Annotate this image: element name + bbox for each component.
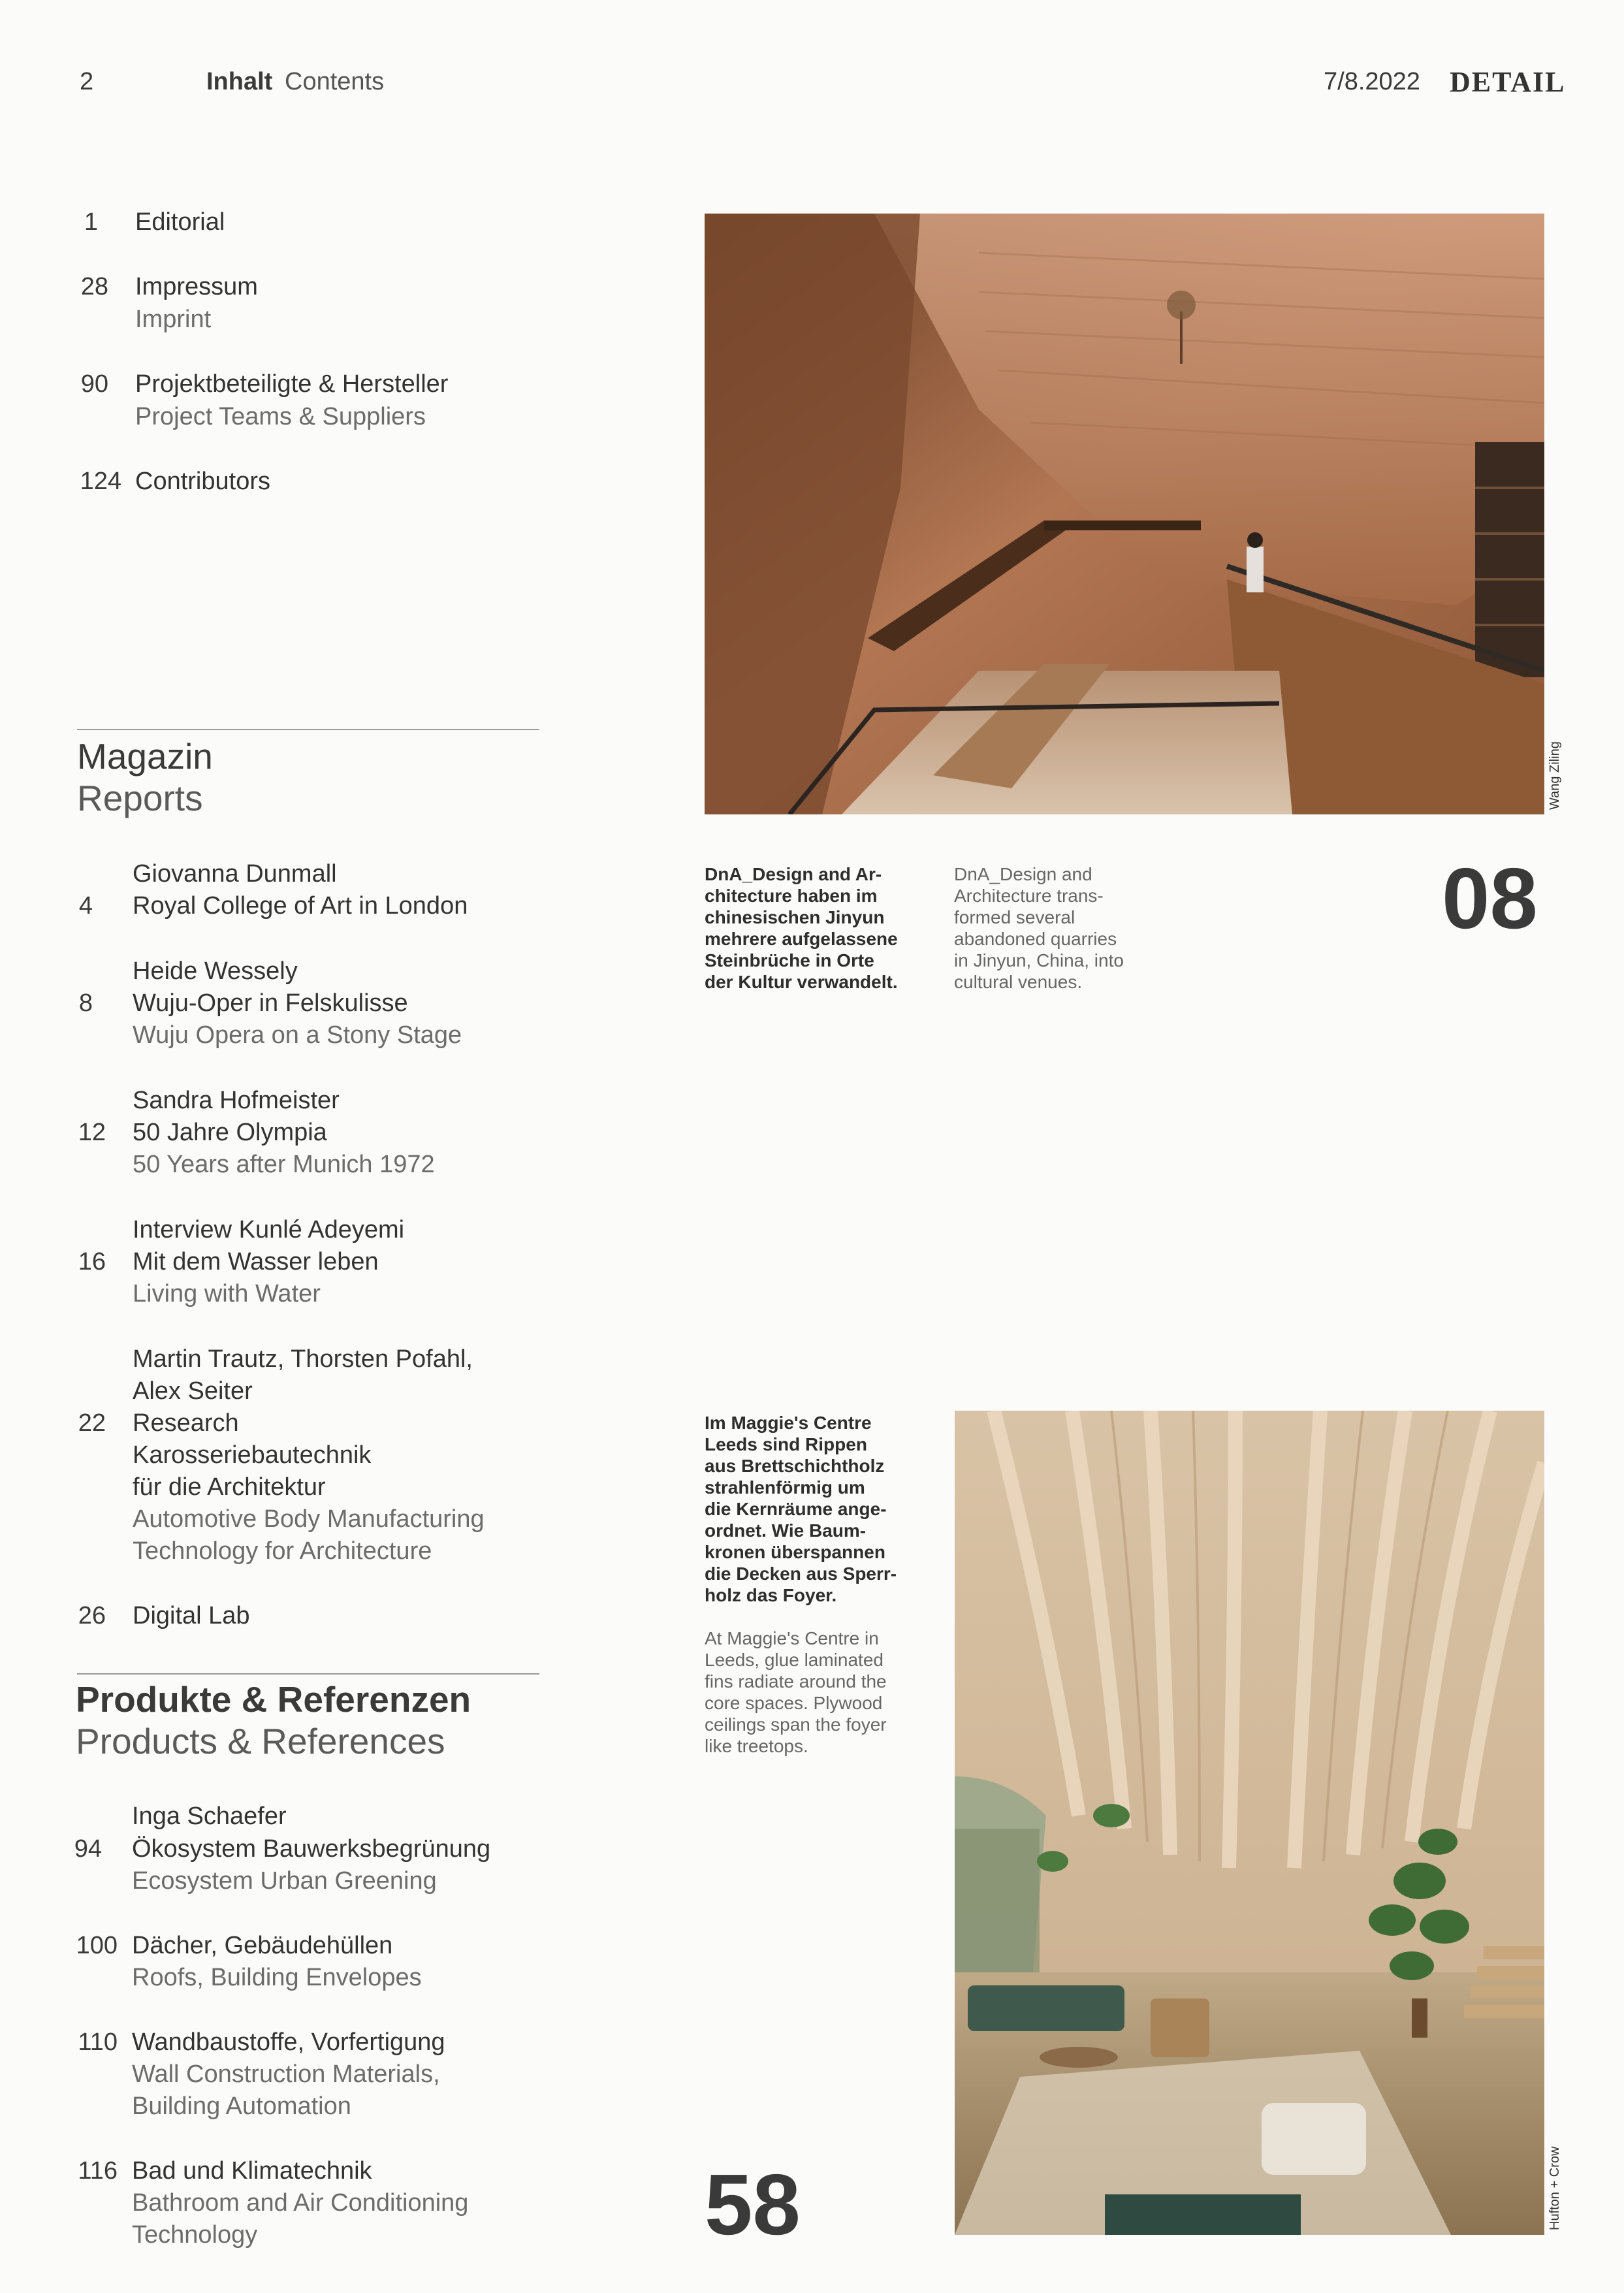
toc-item-bad-klimatechnik[interactable]: Bad und Klimatechnik [132,2157,372,2185]
caption-line: strahlenförmig um [705,1477,865,1498]
caption-line: Im Maggie's Centre [705,1413,872,1433]
feature-page-ref[interactable]: 58 [705,2157,801,2253]
caption-line: cultural venues. [954,972,1083,992]
toc-item-daecher[interactable]: Dächer, Gebäudehüllen [132,1932,393,1959]
maggies-illustration [955,1411,1544,2235]
toc-page-number: 100 [76,1932,118,1959]
toc-author: Giovanna Dunmall [133,860,337,888]
toc-item-contributors[interactable]: Contributors [135,468,270,495]
toc-author: Alex Seiter [133,1377,253,1405]
caption-line: aus Brettschichtholz [705,1456,885,1476]
toc-page-number: 110 [78,2028,118,2056]
toc-author: Inga Schaefer [132,1803,287,1830]
caption-line: core spaces. Plywood [705,1693,883,1713]
photo-credit: Hufton + Crow [1548,2146,1562,2230]
toc-item-impressum[interactable]: Impressum [135,273,258,300]
toc-item-project-teams[interactable]: Projektbeteiligte & Hersteller [135,370,449,398]
toc-author: Heide Wessely [133,957,298,985]
toc-page-number: 8 [78,989,93,1017]
section-divider [77,729,539,730]
toc-item-research-en: Automotive Body Manufacturing [133,1505,485,1533]
caption-line: chinesischen Jinyun [705,907,885,927]
caption-de-jinyun [705,863,898,993]
toc-item-olympia[interactable]: 50 Jahre Olympia [133,1119,327,1146]
toc-page-number: 124 [80,468,121,495]
caption-line: in Jinyun, China, into [954,950,1124,970]
toc-item-rca-london[interactable]: Royal College of Art in London [133,892,468,920]
toc-author: Interview Kunlé Adeyemi [133,1216,405,1243]
caption-line: ceilings span the foyer [705,1714,887,1735]
toc-item-olympia-en: 50 Years after Munich 1972 [133,1151,435,1178]
caption-line: DnA_Design and Ar- [705,864,882,884]
section-divider [77,1673,539,1675]
quarry-illustration [705,214,1544,814]
section-title-produkte: Produkte & Referenzen [76,1679,471,1720]
caption-line: At Maggie's Centre in [705,1628,879,1648]
toc-item-wandbaustoffe[interactable]: Wandbaustoffe, Vorfertigung [132,2028,445,2056]
toc-page-number: 22 [78,1409,106,1437]
caption-line: Architecture trans- [954,886,1104,906]
caption-line: mehrere aufgelassene [705,929,898,949]
section-title-reports: Reports [77,778,203,818]
section-title-products: Products & References [76,1721,445,1761]
toc-item-wall-construction-en: Building Automation [132,2093,351,2120]
toc-item-research[interactable]: Karosseriebautechnik [133,1441,372,1469]
toc-page-number: 1 [84,208,98,236]
toc-item-bathroom-en: Bathroom and Air Conditioning [132,2189,469,2217]
caption-line: chitecture haben im [705,886,878,906]
toc-item-wasser-en: Living with Water [133,1280,321,1307]
caption-line: ordnet. Wie Baum- [705,1520,867,1541]
toc-item-research[interactable]: Research [133,1409,239,1437]
toc-page-number: 28 [80,273,108,300]
section-title-magazin: Magazin [77,736,213,777]
caption-en-jinyun [954,863,1124,993]
toc-author: Martin Trautz, Thorsten Pofahl, [133,1345,473,1373]
toc-item-urban-greening-en: Ecosystem Urban Greening [132,1867,437,1895]
caption-line: die Kernräume ange- [705,1499,887,1519]
toc-item-wuju-oper[interactable]: Wuju-Oper in Felskulisse [133,989,408,1017]
caption-line: abandoned quarries [954,929,1117,949]
caption-line: Steinbrüche in Orte [705,950,874,970]
toc-page-number: 26 [78,1602,106,1629]
toc-item-wuju-opera-en: Wuju Opera on a Stony Stage [133,1021,462,1049]
toc-page-number: 4 [78,892,93,920]
toc-item-bathroom-en: Technology [132,2221,258,2249]
toc-item-wasser[interactable]: Mit dem Wasser leben [133,1248,379,1275]
brand-logo: DETAIL [1450,66,1566,98]
toc-page-number: 16 [78,1248,106,1275]
header-title-en: Contents [285,68,385,95]
caption-line: like treetops. [705,1736,808,1756]
toc-item-research[interactable]: für die Architektur [133,1473,326,1501]
toc-item-roofs-en: Roofs, Building Envelopes [132,1964,422,1991]
caption-line: der Kultur verwandelt. [705,972,898,992]
toc-item-editorial[interactable]: Editorial [135,208,225,236]
photo-credit: Wang Ziling [1548,741,1562,810]
toc-item-impressum-en: Imprint [135,306,212,333]
toc-page-number: 116 [78,2157,118,2185]
toc-page-number: 12 [78,1119,106,1146]
caption-line: Leeds sind Rippen [705,1434,867,1454]
toc-item-digital-lab[interactable]: Digital Lab [133,1602,250,1629]
caption-line: kronen überspannen [705,1542,885,1562]
caption-en-maggies [705,1628,887,1757]
caption-de-maggies [705,1412,897,1606]
toc-page-number: 94 [74,1835,102,1863]
caption-line: fins radiate around the [705,1671,887,1692]
photo-maggies-centre[interactable] [955,1411,1544,2235]
toc-author: Sandra Hofmeister [133,1087,340,1114]
toc-page-number: 90 [80,370,108,398]
photo-jinyun-quarry[interactable] [705,214,1544,814]
issue-date: 7/8.2022 [1324,68,1420,95]
toc-item-bauwerksbegruenung[interactable]: Ökosystem Bauwerksbegrünung [132,1835,491,1863]
caption-line: holz das Foyer. [705,1585,837,1605]
header-title-de: Inhalt [206,68,273,95]
caption-line: DnA_Design and [954,864,1092,884]
toc-item-research-en: Technology for Architecture [133,1537,432,1565]
caption-line: die Decken aus Sperr- [705,1563,897,1584]
caption-line: Leeds, glue laminated [705,1650,884,1670]
page-number: 2 [80,68,94,95]
feature-page-ref[interactable]: 08 [1442,850,1538,946]
toc-item-project-teams-en: Project Teams & Suppliers [135,403,426,430]
caption-line: formed several [954,907,1075,927]
toc-item-wall-construction-en: Wall Construction Materials, [132,2060,440,2088]
